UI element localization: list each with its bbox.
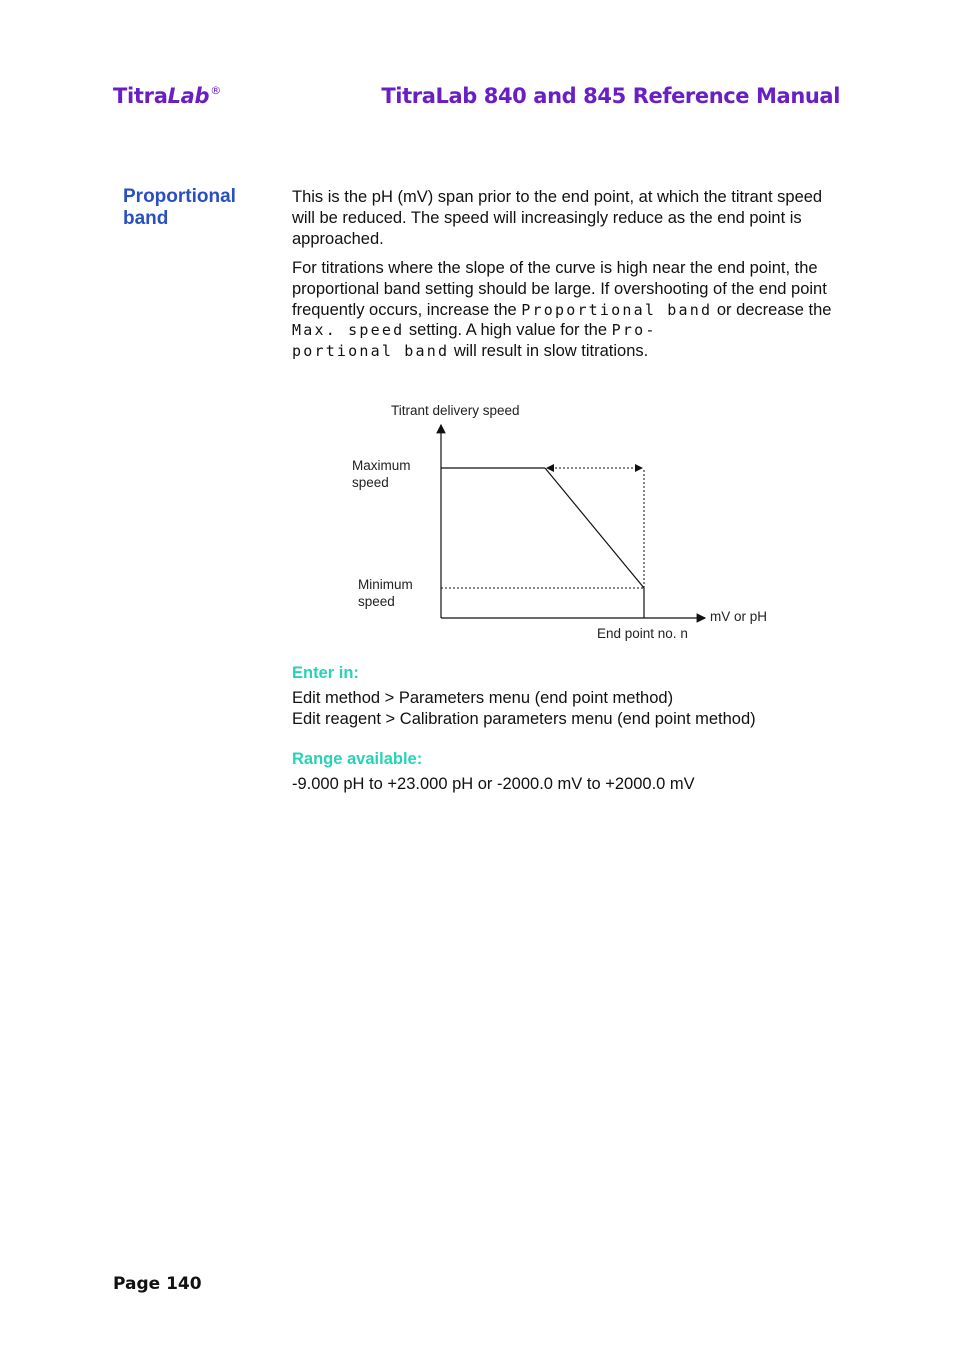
max-speed-label-line2: speed: [352, 475, 389, 490]
registered-mark: ®: [210, 84, 221, 97]
enter-in-heading: Enter in:: [292, 664, 359, 682]
max-speed-label-line1: Maximum: [352, 458, 411, 473]
max-speed-label: [352, 457, 411, 491]
paragraph-setting-advice: [292, 258, 842, 362]
setting-name-proportional-band-part1: Pro-: [611, 321, 657, 340]
section-heading: [123, 186, 273, 230]
x-axis-label: mV or pH: [710, 609, 768, 624]
endpoint-label: End point no. n: [597, 626, 688, 641]
range-value: -9.000 pH to +23.000 pH or -2000.0 mV to +2000.0 mV: [292, 775, 695, 793]
text-run: For titrations where the slope of the curve is high near the end point, the proportional band setting should be large. If overshooting of the end point frequently occurs, increase the: [292, 259, 827, 319]
y-axis-label: Titrant delivery speed: [391, 403, 520, 418]
setting-name-proportional-band: Proportional band: [521, 300, 713, 319]
setting-name-max-speed: Max. speed: [292, 321, 405, 340]
text-run: will result in slow titrations.: [449, 342, 649, 361]
speed-ramp-line: [545, 468, 644, 588]
text-run: or decrease the: [712, 300, 832, 319]
enter-in-line-method: Edit method > Parameters menu (end point method): [292, 689, 674, 707]
brand-main: Titra: [113, 84, 168, 108]
page-number: Page 140: [113, 1274, 202, 1294]
paragraph-span-definition: This is the pH (mV) span prior to the end point, at which the titrant speed will be reduced. The speed will increasingly reduce as the end point is approached.: [292, 188, 823, 248]
setting-name-proportional-band-part2: portional band: [292, 342, 450, 361]
min-speed-label-line2: speed: [358, 594, 395, 609]
enter-in-list: [292, 688, 842, 730]
manual-title: TitraLab 840 and 845 Reference Manual: [381, 84, 840, 108]
proportional-band-diagram: [340, 395, 800, 645]
range-heading: Range available:: [292, 750, 423, 768]
brand-italic: Lab: [167, 84, 210, 108]
min-speed-label-line1: Minimum: [358, 577, 413, 592]
section-heading-line1: Proportional: [123, 186, 236, 207]
min-speed-label: [358, 576, 413, 610]
brand-logo: [113, 84, 221, 108]
section-heading-line2: band: [123, 208, 169, 229]
enter-in-line-reagent: Edit reagent > Calibration parameters menu (end point method): [292, 709, 756, 728]
text-run: setting. A high value for the: [404, 321, 612, 340]
